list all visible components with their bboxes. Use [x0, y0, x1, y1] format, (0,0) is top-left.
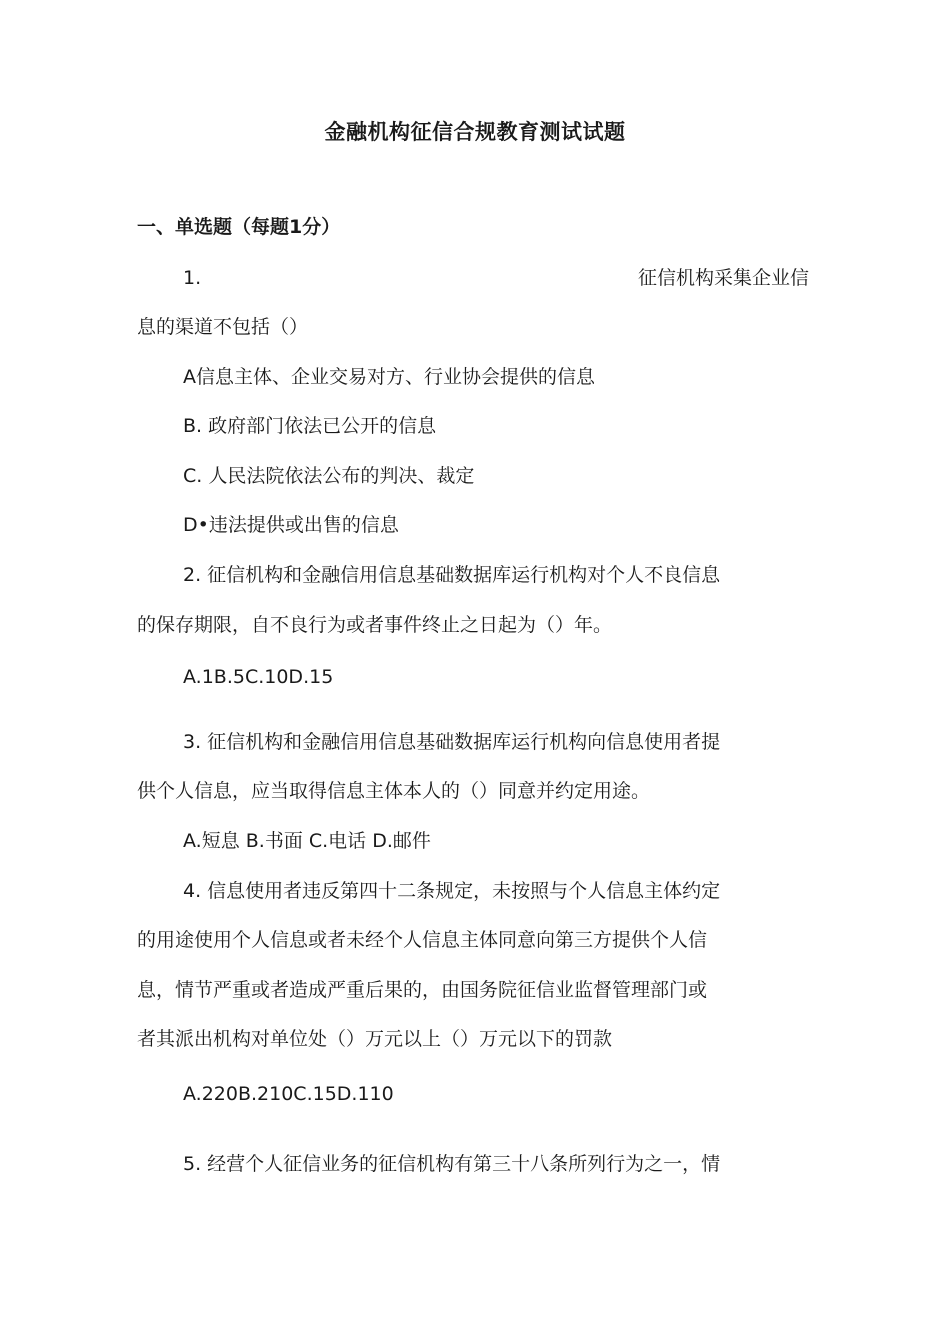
question-1-option-d: D•违法提供或出售的信息 [183, 514, 399, 536]
question-1-text-start: 征信机构采集企业信 [637, 267, 809, 289]
question-4-line-1: 4. 信息使用者违反第四十二条规定，未按照与个人信息主体约定 [183, 880, 721, 902]
question-2-line-2: 的保存期限，自不良行为或者事件终止之日起为（）年。 [137, 614, 613, 636]
question-4-options: A.220B.210C.15D.110 [183, 1083, 394, 1105]
question-1-number: 1. [183, 267, 202, 289]
question-2-line-1: 2. 征信机构和金融信用信息基础数据库运行机构对个人不良信息 [183, 564, 721, 586]
section-heading: 一、单选题（每题1分） [137, 216, 341, 238]
question-1-option-a: A信息主体、企业交易对方、行业协会提供的信息 [183, 366, 595, 388]
document-title: 金融机构征信合规教育测试试题 [324, 120, 626, 144]
question-4-line-2: 的用途使用个人信息或者未经个人信息主体同意向第三方提供个人信 [137, 929, 708, 951]
question-3-options: A.短息 B.书面 C.电话 D.邮件 [183, 830, 431, 852]
question-1-line-2: 息的渠道不包括（） [137, 316, 309, 338]
question-1-option-b: B. 政府部门依法已公开的信息 [183, 415, 437, 437]
question-3-line-1: 3. 征信机构和金融信用信息基础数据库运行机构向信息使用者提 [183, 731, 721, 753]
question-1-line-1 [183, 265, 809, 291]
question-4-line-4: 者其派出机构对单位处（）万元以上（）万元以下的罚款 [137, 1028, 613, 1050]
question-2-options: A.1B.5C.10D.15 [183, 666, 334, 688]
question-5-line-1: 5. 经营个人征信业务的征信机构有第三十八条所列行为之一，情 [183, 1153, 721, 1175]
question-3-line-2: 供个人信息，应当取得信息主体本人的（）同意并约定用途。 [137, 780, 651, 802]
question-4-line-3: 息，情节严重或者造成严重后果的，由国务院征信业监督管理部门或 [137, 979, 708, 1001]
question-1-option-c: C. 人民法院依法公布的判决、裁定 [183, 465, 475, 487]
